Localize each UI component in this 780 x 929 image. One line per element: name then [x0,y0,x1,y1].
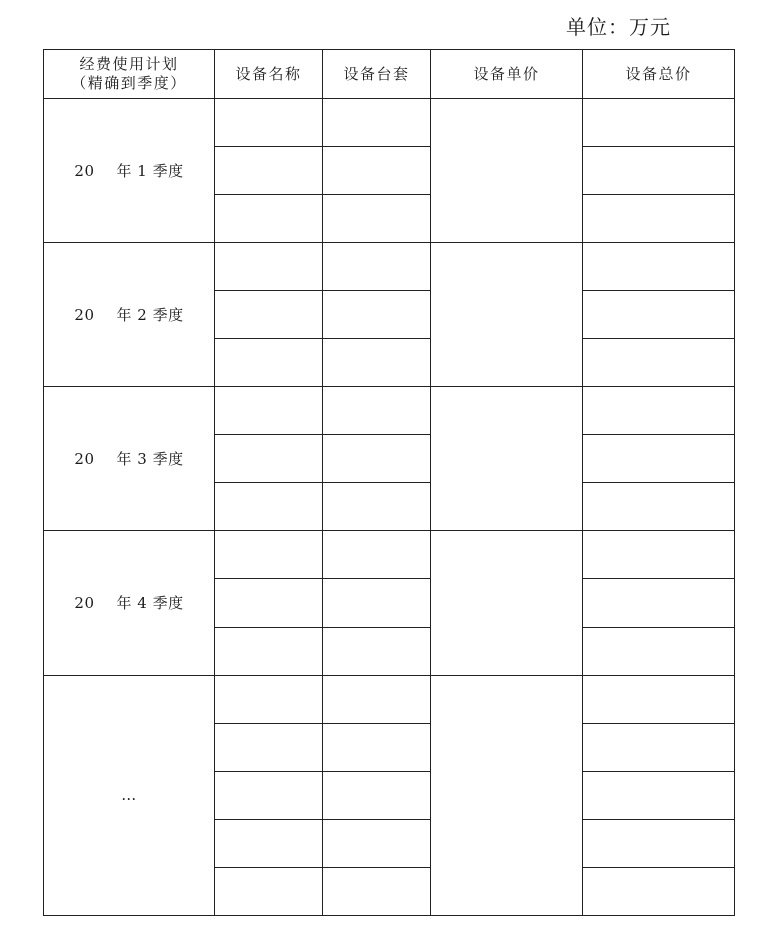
year-label: 20 [74,594,95,613]
device-sets-cell[interactable] [323,627,431,675]
table-row [44,675,735,723]
header-total-price: 设备总价 [583,50,735,99]
table-row [44,99,735,147]
quarter-cell-3 [44,387,215,531]
unit-label: 单位：万元 [566,15,671,39]
header-plan-line2: （精确到季度） [71,74,187,92]
quarter-label: 年 4 季度 [116,594,184,613]
unit-price-cell[interactable] [431,99,583,243]
total-price-cell[interactable] [583,435,735,483]
device-name-cell[interactable] [215,339,323,387]
total-price-cell[interactable] [583,483,735,531]
total-price-cell[interactable] [583,195,735,243]
device-sets-cell[interactable] [323,99,431,147]
device-sets-cell[interactable] [323,531,431,579]
device-sets-cell[interactable] [323,579,431,627]
year-label: 20 [74,306,95,325]
device-sets-cell[interactable] [323,675,431,723]
header-plan-line1: 经费使用计划 [79,55,179,73]
header-plan [44,50,215,99]
device-sets-cell[interactable] [323,195,431,243]
device-sets-cell[interactable] [323,723,431,771]
device-name-cell[interactable] [215,195,323,243]
device-name-cell[interactable] [215,243,323,291]
total-price-cell[interactable] [583,531,735,579]
table-row [44,243,735,291]
year-label: 20 [74,450,95,469]
unit-price-cell[interactable] [431,675,583,915]
total-price-cell[interactable] [583,579,735,627]
device-name-cell[interactable] [215,387,323,435]
quarter-cell-4 [44,531,215,675]
year-label: 20 [74,162,95,181]
table-row [44,387,735,435]
device-name-cell[interactable] [215,147,323,195]
device-name-cell[interactable] [215,483,323,531]
device-sets-cell[interactable] [323,771,431,819]
device-name-cell[interactable] [215,819,323,867]
device-name-cell[interactable] [215,867,323,915]
device-name-cell[interactable] [215,627,323,675]
device-sets-cell[interactable] [323,339,431,387]
device-name-cell[interactable] [215,723,323,771]
unit-price-cell[interactable] [431,387,583,531]
quarter-cell-2 [44,243,215,387]
device-name-cell[interactable] [215,99,323,147]
device-name-cell[interactable] [215,675,323,723]
device-sets-cell[interactable] [323,243,431,291]
device-name-cell[interactable] [215,435,323,483]
unit-price-cell[interactable] [431,531,583,675]
unit-price-cell[interactable] [431,243,583,387]
quarter-label: 年 3 季度 [116,450,184,469]
quarter-label: 年 2 季度 [116,306,184,325]
device-sets-cell[interactable] [323,819,431,867]
device-name-cell[interactable] [215,531,323,579]
device-sets-cell[interactable] [323,147,431,195]
total-price-cell[interactable] [583,675,735,723]
quarter-cell-1 [44,99,215,243]
quarter-label: 年 1 季度 [116,162,184,181]
header-unit-price: 设备单价 [431,50,583,99]
header-device-sets: 设备台套 [323,50,431,99]
total-price-cell[interactable] [583,771,735,819]
total-price-cell[interactable] [583,99,735,147]
header-row [44,50,735,99]
total-price-cell[interactable] [583,243,735,291]
total-price-cell[interactable] [583,339,735,387]
device-sets-cell[interactable] [323,483,431,531]
device-name-cell[interactable] [215,771,323,819]
header-device-name: 设备名称 [215,50,323,99]
total-price-cell[interactable] [583,147,735,195]
device-sets-cell[interactable] [323,387,431,435]
ellipsis-cell: … [44,675,215,915]
device-sets-cell[interactable] [323,435,431,483]
device-sets-cell[interactable] [323,867,431,915]
total-price-cell[interactable] [583,867,735,915]
total-price-cell[interactable] [583,723,735,771]
total-price-cell[interactable] [583,291,735,339]
device-name-cell[interactable] [215,579,323,627]
equipment-budget-table [43,49,735,916]
total-price-cell[interactable] [583,387,735,435]
table-row [44,531,735,579]
total-price-cell[interactable] [583,819,735,867]
device-name-cell[interactable] [215,291,323,339]
total-price-cell[interactable] [583,627,735,675]
device-sets-cell[interactable] [323,291,431,339]
